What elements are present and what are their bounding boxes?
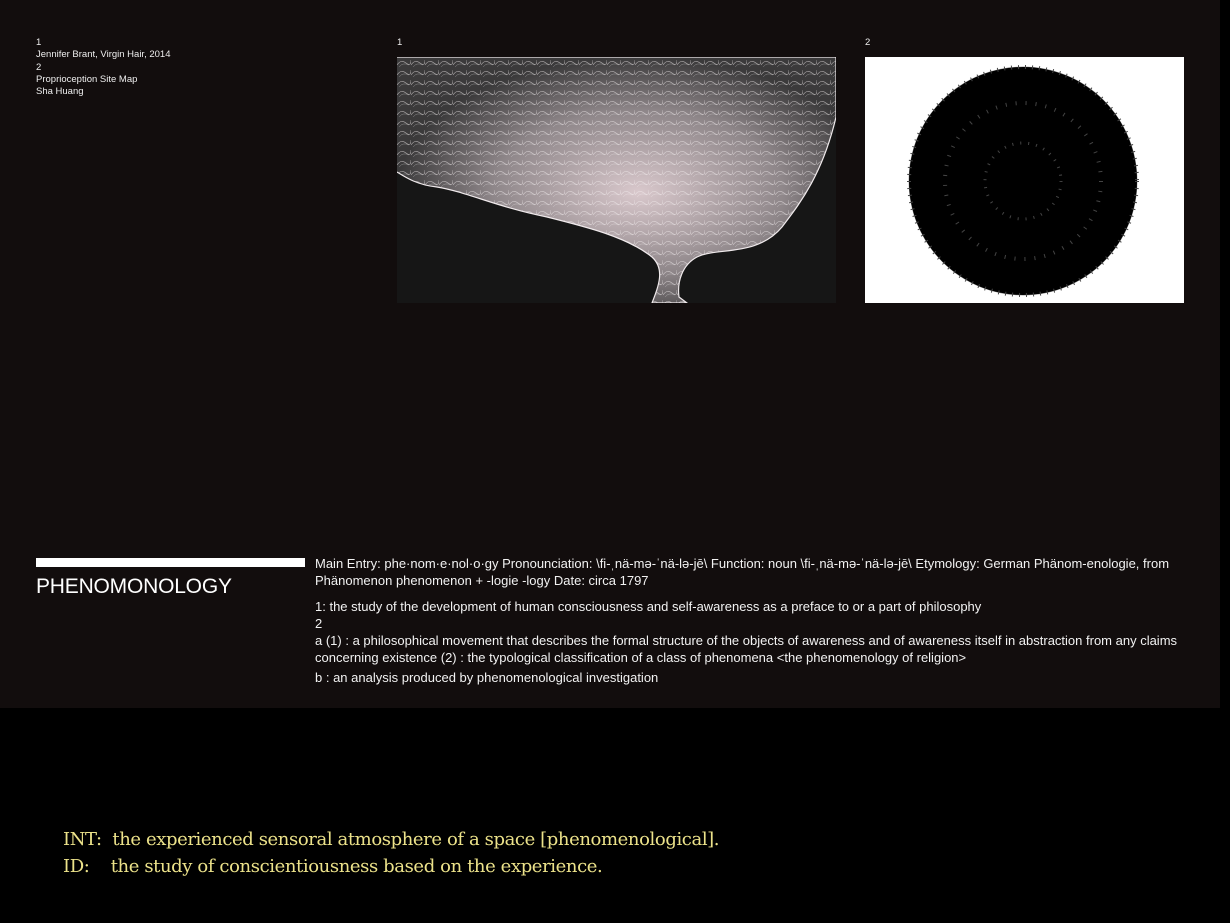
figure-2-number: 2 [865, 37, 871, 48]
title-underline-bar [36, 558, 305, 567]
figure-1-number: 1 [397, 37, 403, 48]
note-int-label: INT: [63, 829, 102, 850]
sense-2-number: 2 [315, 616, 323, 631]
note-int-text: the experienced sensoral atmosphere of a space [phenomenological]. [112, 829, 720, 850]
note-id-text: the study of conscientiousness based on the experience. [110, 856, 603, 877]
entry-line: Main Entry: phe·nom·e·nol·o·gy Pronounciation: \fi-ˌnä-mə-ˈnä-lə-jē\ Function: noun \fi-ˌnä-mə-ˈnä-lə-jē\ Etymology: German Phänom-enologie, from Phänomenon phenomenon + -logie -logy Date: circa 1797 [315, 556, 1170, 588]
proprioception-site-map-diagram [865, 57, 1184, 303]
caption-author-2: Sha Huang [36, 86, 84, 98]
definition-notes [63, 826, 719, 880]
sense-2b: b : an analysis produced by phenomenological investigation [315, 670, 659, 685]
figure-2-image [865, 57, 1184, 303]
figure-captions [36, 37, 170, 98]
hair-drawing-artwork [397, 57, 836, 303]
note-int [63, 826, 719, 853]
page-title: PHENOMONOLOGY [36, 575, 232, 598]
caption-credit-2: Proprioception Site Map [36, 73, 138, 85]
caption-number-2: 2 [36, 61, 42, 73]
note-id-label: ID: [63, 856, 90, 877]
caption-credit-1: Jennifer Brant, Virgin Hair, 2014 [36, 49, 171, 61]
figure-1-image [397, 57, 836, 303]
dictionary-definition [315, 555, 1195, 686]
sense-2a: a (1) : a philosophical movement that describes the formal structure of the objects of awareness and of awareness itself in abstraction from any claims concerning existence (2) : the typological classification of a class of phenomena <the phenomenology of religion> [315, 633, 1178, 665]
sense-1: 1: the study of the development of human consciousness and self-awareness as a preface to or a part of philosophy [315, 599, 982, 614]
note-id [63, 853, 719, 880]
caption-number-1: 1 [36, 37, 42, 48]
